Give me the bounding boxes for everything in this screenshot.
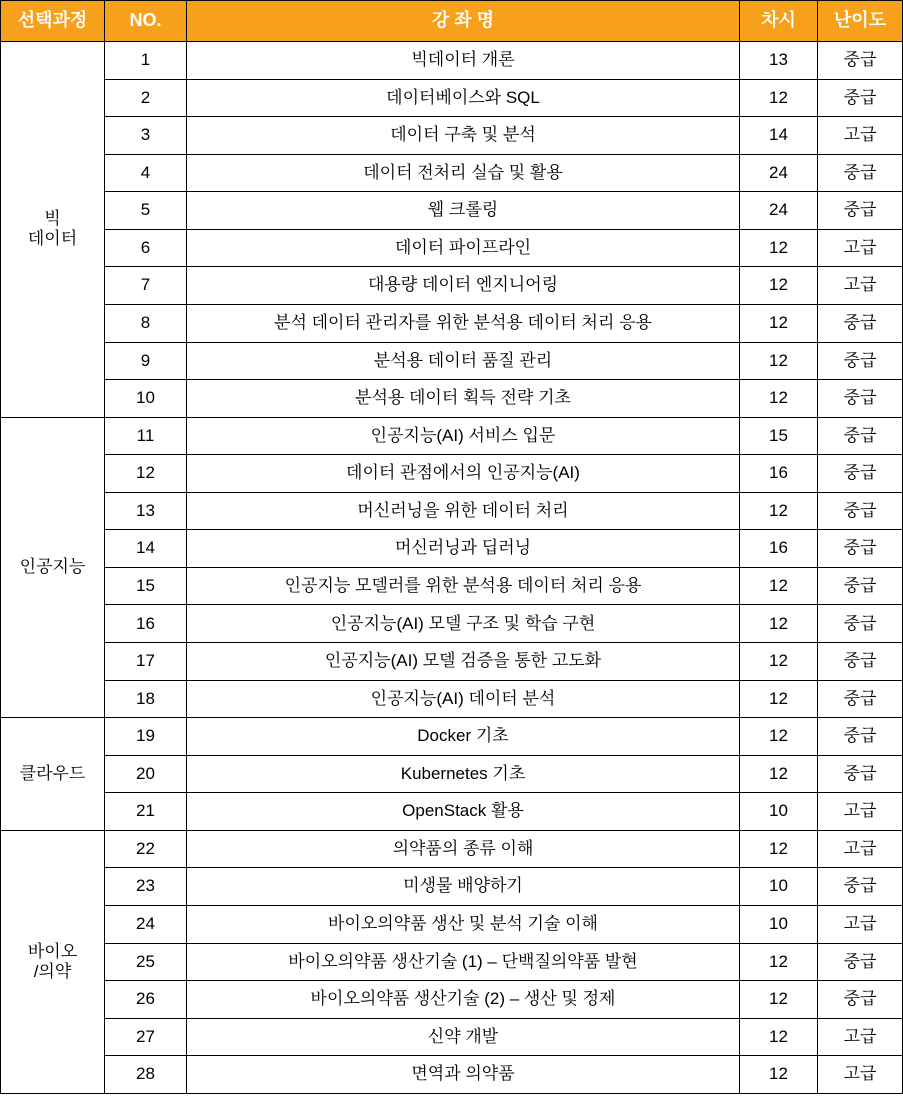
course-sessions: 12 (740, 1018, 818, 1056)
course-title: 미생물 배양하기 (187, 868, 740, 906)
course-level: 중급 (818, 154, 903, 192)
course-title: 데이터 관점에서의 인공지능(AI) (187, 455, 740, 493)
course-no: 10 (105, 380, 187, 418)
table-row (1, 943, 903, 981)
course-title: 머신러닝을 위한 데이터 처리 (187, 492, 740, 530)
course-level: 중급 (818, 455, 903, 493)
course-sessions: 12 (740, 229, 818, 267)
header-title: 강 좌 명 (187, 1, 740, 42)
table-row (1, 1018, 903, 1056)
table-row (1, 42, 903, 80)
course-level: 고급 (818, 905, 903, 943)
course-no: 7 (105, 267, 187, 305)
course-title: 인공지능(AI) 서비스 입문 (187, 417, 740, 455)
course-level: 중급 (818, 718, 903, 756)
course-no: 23 (105, 868, 187, 906)
course-no: 6 (105, 229, 187, 267)
course-title: 인공지능(AI) 모델 검증을 통한 고도화 (187, 643, 740, 681)
course-title: 인공지능 모델러를 위한 분석용 데이터 처리 응용 (187, 567, 740, 605)
course-title: OpenStack 활용 (187, 793, 740, 831)
course-level: 중급 (818, 342, 903, 380)
course-level: 고급 (818, 830, 903, 868)
table-row (1, 868, 903, 906)
table-row (1, 718, 903, 756)
course-title: 바이오의약품 생산 및 분석 기술 이해 (187, 905, 740, 943)
table-row (1, 755, 903, 793)
course-no: 11 (105, 417, 187, 455)
table-row (1, 79, 903, 117)
course-no: 1 (105, 42, 187, 80)
course-level: 중급 (818, 567, 903, 605)
table-row (1, 380, 903, 418)
course-sessions: 12 (740, 304, 818, 342)
table-row (1, 680, 903, 718)
course-no: 28 (105, 1056, 187, 1094)
course-level: 중급 (818, 417, 903, 455)
course-sessions: 12 (740, 680, 818, 718)
course-sessions: 12 (740, 342, 818, 380)
table-row (1, 192, 903, 230)
table-row (1, 530, 903, 568)
course-no: 13 (105, 492, 187, 530)
table-row (1, 267, 903, 305)
category-cell: 클라우드 (1, 718, 105, 831)
table-row (1, 304, 903, 342)
course-title: 분석용 데이터 획득 전략 기초 (187, 380, 740, 418)
course-title: 데이터 파이프라인 (187, 229, 740, 267)
course-sessions: 12 (740, 79, 818, 117)
course-no: 25 (105, 943, 187, 981)
course-level: 중급 (818, 643, 903, 681)
table-row (1, 643, 903, 681)
course-no: 22 (105, 830, 187, 868)
course-sessions: 14 (740, 117, 818, 155)
table-row (1, 793, 903, 831)
course-no: 14 (105, 530, 187, 568)
course-title: 신약 개발 (187, 1018, 740, 1056)
course-no: 5 (105, 192, 187, 230)
course-level: 중급 (818, 943, 903, 981)
course-level: 고급 (818, 117, 903, 155)
course-sessions: 12 (740, 380, 818, 418)
category-cell: 인공지능 (1, 417, 105, 718)
table-row (1, 1056, 903, 1094)
course-title: 대용량 데이터 엔지니어링 (187, 267, 740, 305)
table-row (1, 229, 903, 267)
course-level: 중급 (818, 755, 903, 793)
course-title: 데이터베이스와 SQL (187, 79, 740, 117)
table-row (1, 342, 903, 380)
course-title: 데이터 구축 및 분석 (187, 117, 740, 155)
course-level: 중급 (818, 304, 903, 342)
header-level: 난이도 (818, 1, 903, 42)
table-row (1, 417, 903, 455)
course-level: 중급 (818, 192, 903, 230)
course-no: 21 (105, 793, 187, 831)
header-sessions: 차시 (740, 1, 818, 42)
course-sessions: 24 (740, 192, 818, 230)
course-title: 분석용 데이터 품질 관리 (187, 342, 740, 380)
course-title: 분석 데이터 관리자를 위한 분석용 데이터 처리 응용 (187, 304, 740, 342)
course-level: 중급 (818, 79, 903, 117)
header-category: 선택과정 (1, 1, 105, 42)
course-no: 9 (105, 342, 187, 380)
course-level: 중급 (818, 492, 903, 530)
course-no: 12 (105, 455, 187, 493)
course-no: 3 (105, 117, 187, 155)
course-sessions: 12 (740, 755, 818, 793)
course-sessions: 12 (740, 981, 818, 1019)
course-level: 중급 (818, 380, 903, 418)
course-sessions: 12 (740, 267, 818, 305)
course-no: 17 (105, 643, 187, 681)
course-level: 중급 (818, 981, 903, 1019)
header-row (1, 1, 903, 42)
course-body (1, 42, 903, 1094)
course-no: 26 (105, 981, 187, 1019)
course-no: 15 (105, 567, 187, 605)
course-no: 16 (105, 605, 187, 643)
course-sessions: 12 (740, 1056, 818, 1094)
course-sessions: 12 (740, 567, 818, 605)
course-sessions: 12 (740, 492, 818, 530)
course-title: Docker 기초 (187, 718, 740, 756)
table-row (1, 455, 903, 493)
course-level: 고급 (818, 1056, 903, 1094)
table-row (1, 492, 903, 530)
course-title: 인공지능(AI) 데이터 분석 (187, 680, 740, 718)
course-sessions: 12 (740, 605, 818, 643)
course-title: 데이터 전처리 실습 및 활용 (187, 154, 740, 192)
course-level: 중급 (818, 868, 903, 906)
header-no: NO. (105, 1, 187, 42)
course-level: 고급 (818, 229, 903, 267)
course-sessions: 10 (740, 905, 818, 943)
table-row (1, 567, 903, 605)
table-row (1, 905, 903, 943)
course-no: 18 (105, 680, 187, 718)
course-sessions: 24 (740, 154, 818, 192)
course-level: 중급 (818, 530, 903, 568)
course-level: 중급 (818, 605, 903, 643)
course-no: 20 (105, 755, 187, 793)
course-level: 고급 (818, 793, 903, 831)
course-level: 중급 (818, 42, 903, 80)
course-sessions: 13 (740, 42, 818, 80)
course-title: 인공지능(AI) 모델 구조 및 학습 구현 (187, 605, 740, 643)
course-no: 4 (105, 154, 187, 192)
course-level: 중급 (818, 680, 903, 718)
table-row (1, 154, 903, 192)
table-row (1, 981, 903, 1019)
course-sessions: 15 (740, 417, 818, 455)
course-title: 의약품의 종류 이해 (187, 830, 740, 868)
course-title: 빅데이터 개론 (187, 42, 740, 80)
course-no: 8 (105, 304, 187, 342)
course-no: 27 (105, 1018, 187, 1056)
course-sessions: 12 (740, 830, 818, 868)
course-sessions: 12 (740, 718, 818, 756)
table-row (1, 830, 903, 868)
course-sessions: 12 (740, 943, 818, 981)
course-sessions: 12 (740, 643, 818, 681)
course-level: 고급 (818, 267, 903, 305)
course-title: 바이오의약품 생산기술 (1) – 단백질의약품 발현 (187, 943, 740, 981)
course-sessions: 16 (740, 530, 818, 568)
course-title: 면역과 의약품 (187, 1056, 740, 1094)
course-level: 고급 (818, 1018, 903, 1056)
course-title: 머신러닝과 딥러닝 (187, 530, 740, 568)
table-row (1, 117, 903, 155)
course-sessions: 16 (740, 455, 818, 493)
course-sessions: 10 (740, 868, 818, 906)
course-title: 웹 크롤링 (187, 192, 740, 230)
table-row (1, 605, 903, 643)
category-cell: 바이오 /의약 (1, 830, 105, 1093)
course-sessions: 10 (740, 793, 818, 831)
course-no: 19 (105, 718, 187, 756)
category-cell: 빅 데이터 (1, 42, 105, 418)
course-no: 24 (105, 905, 187, 943)
course-title: Kubernetes 기초 (187, 755, 740, 793)
course-no: 2 (105, 79, 187, 117)
course-title: 바이오의약품 생산기술 (2) – 생산 및 정제 (187, 981, 740, 1019)
